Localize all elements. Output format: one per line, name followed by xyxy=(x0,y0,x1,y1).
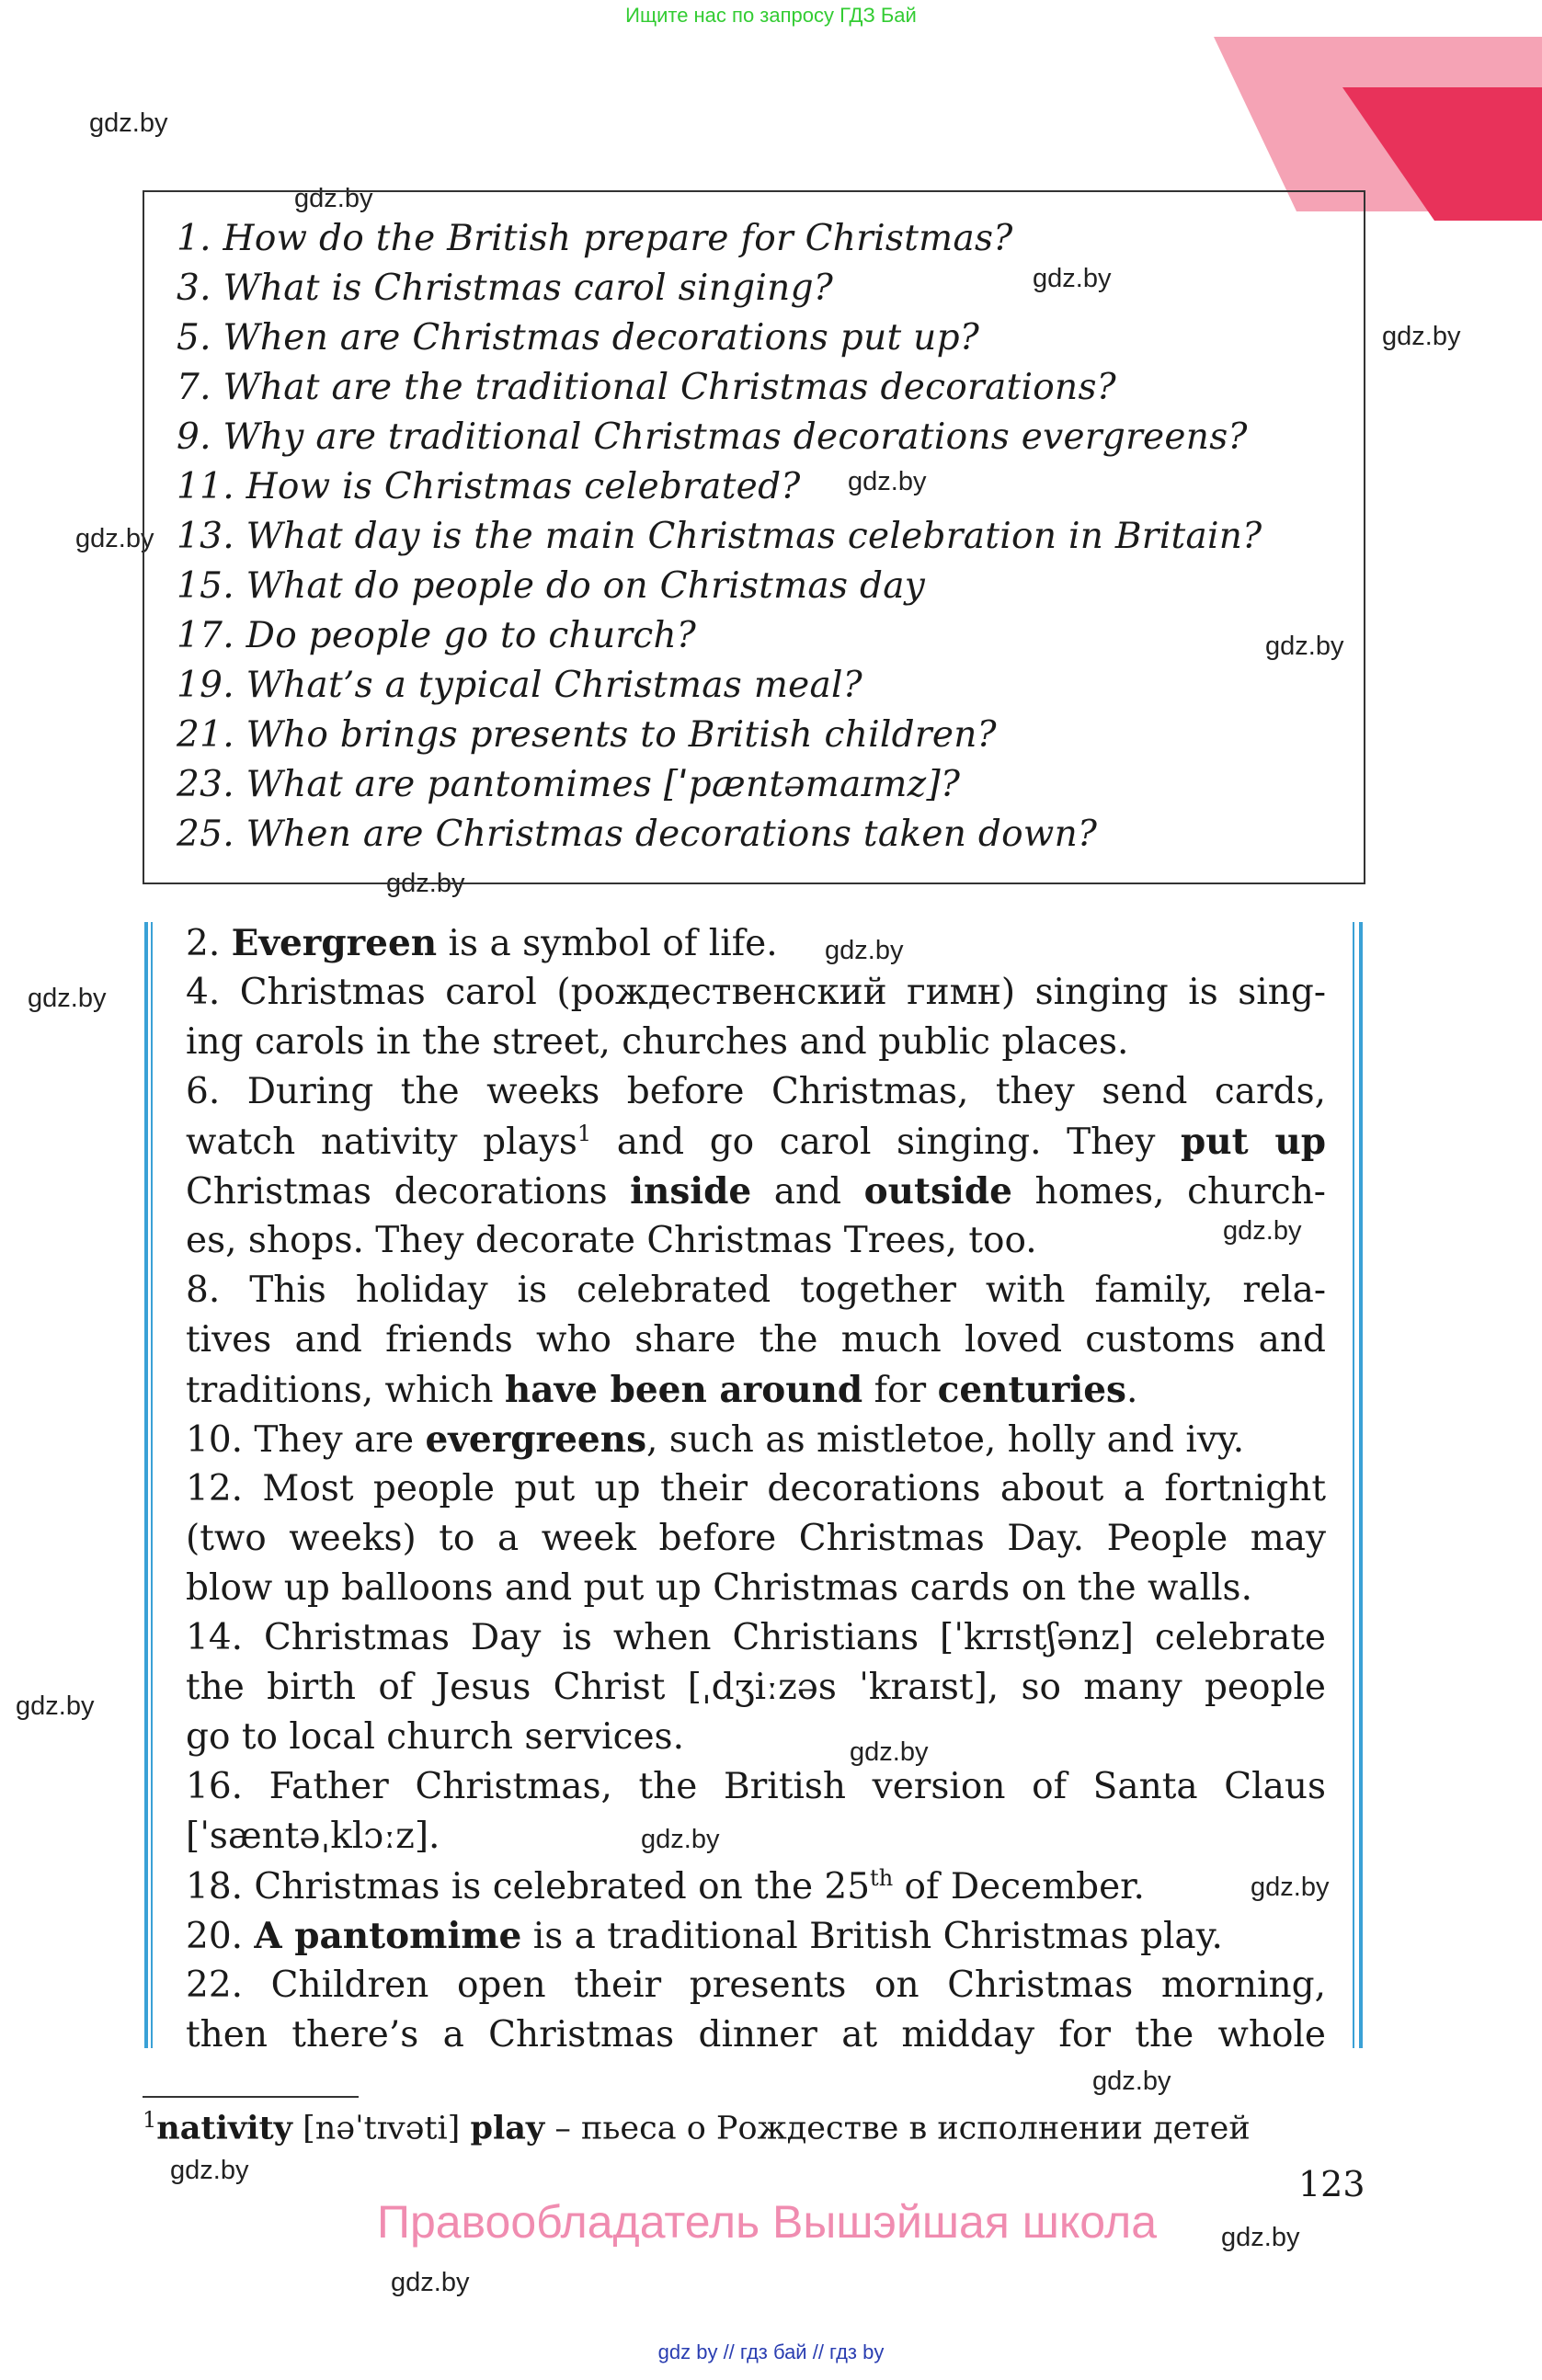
answer-12-cont: blow up balloons and put up Christmas cards on the walls. xyxy=(186,1567,1252,1609)
answer-18: 18. Christmas is celebrated on the 25th of December. xyxy=(186,1865,1145,1907)
footnote-ref: 1 xyxy=(577,1121,592,1146)
footnote-rule xyxy=(143,2096,359,2098)
watermark: gdz.by xyxy=(1382,322,1461,351)
watermark: gdz.by xyxy=(294,184,373,213)
answer-6-cont: Christmas decorations inside and outside homes, church- xyxy=(186,1170,1326,1213)
answer-4: 4. Christmas carol (рождественский гимн) singing is sing- xyxy=(186,972,1326,1013)
page-number: 123 xyxy=(1298,2164,1365,2204)
answer-4-cont: ing carols in the street, churches and public places. xyxy=(186,1021,1129,1063)
watermark: gdz.by xyxy=(1265,632,1344,661)
question: 5. When are Christmas decorations put up? xyxy=(177,317,980,359)
question: 11. How is Christmas celebrated? xyxy=(177,466,801,507)
top-banner[interactable]: Ищите нас по запросу ГДЗ Бай xyxy=(625,4,917,27)
watermark: gdz.by xyxy=(28,984,107,1013)
bottom-links[interactable]: gdz by // гдз бай // гдз by xyxy=(657,2340,885,2363)
question: 7. What are the traditional Christmas decorations? xyxy=(177,367,1116,408)
footnote: $^1$nativity [nəˈtɪvəti] play – пьеса о Рождестве в исполнении детей xyxy=(143,2107,1251,2147)
answer-12: 12. Most people put up their decorations about a fortnight xyxy=(186,1468,1326,1509)
watermark: gdz.by xyxy=(850,1737,929,1767)
answer-bar-left xyxy=(144,922,148,2048)
answer-14-cont: the birth of Jesus Christ [ˌdʒiːzəs ˈkraɪst], so many people xyxy=(186,1667,1326,1708)
watermark: gdz.by xyxy=(848,467,927,496)
question: 25. When are Christmas decorations taken down? xyxy=(177,814,1098,855)
copyright-owner: Правообладатель Вышэйшая школа xyxy=(377,2196,1157,2248)
answer-14: 14. Christmas Day is when Christians [ˈkrɪstʃənz] celebrate xyxy=(186,1617,1326,1658)
answer-16: 16. Father Christmas, the British version of Santa Claus xyxy=(186,1766,1326,1807)
answer-20: 20. A pantomime is a traditional British Christmas play. xyxy=(186,1915,1223,1957)
answer-bar-left-inner xyxy=(151,922,153,2048)
watermark: gdz.by xyxy=(1221,2223,1300,2252)
question: 15. What do people do on Christmas day xyxy=(177,565,926,607)
answer-6-cont: watch nativity plays$^1$ and go carol singing. They put up xyxy=(186,1121,1326,1163)
watermark: gdz.by xyxy=(1033,264,1112,293)
answer-8: 8. This holiday is celebrated together with family, rela- xyxy=(186,1270,1326,1311)
answer-bar-right xyxy=(1359,922,1363,2048)
watermark: gdz.by xyxy=(16,1691,95,1721)
question: 21. Who brings presents to British children? xyxy=(177,714,997,756)
watermark: gdz.by xyxy=(391,2268,470,2297)
watermark: gdz.by xyxy=(1223,1216,1302,1246)
question: 13. What day is the main Christmas celebration in Britain? xyxy=(177,516,1262,557)
answer-bar-right-inner xyxy=(1353,922,1354,2048)
questions-box xyxy=(143,190,1365,884)
watermark: gdz.by xyxy=(386,869,465,898)
watermark: gdz.by xyxy=(1251,1873,1330,1902)
watermark: gdz.by xyxy=(75,524,154,553)
answer-22: 22. Children open their presents on Christmas morning, xyxy=(186,1964,1326,2006)
question: 9. Why are traditional Christmas decorations evergreens? xyxy=(177,416,1248,458)
watermark: gdz.by xyxy=(170,2156,249,2185)
answer-16-cont: [ˈsæntəˌklɔːz]. xyxy=(186,1816,440,1857)
question: 19. What’s a typical Christmas meal? xyxy=(177,665,863,706)
question: 1. How do the British prepare for Christmas? xyxy=(177,218,1013,259)
answer-10: 10. They are evergreens, such as mistletoe, holly and ivy. xyxy=(186,1418,1245,1461)
answer-6: 6. During the weeks before Christmas, they send cards, xyxy=(186,1071,1326,1112)
question: 23. What are pantomimes [ˈpæntəmaɪmz]? xyxy=(177,764,961,805)
question: 17. Do people go to church? xyxy=(177,615,697,656)
answer-22-cont: then there’s a Christmas dinner at midday for the whole xyxy=(186,2014,1326,2055)
watermark: gdz.by xyxy=(1092,2067,1171,2096)
answer-8-cont: traditions, which have been around for centuries. xyxy=(186,1369,1138,1411)
watermark: gdz.by xyxy=(825,936,904,965)
answer-2: 2. Evergreen is a symbol of life. xyxy=(186,922,778,964)
answer-14-cont: go to local church services. xyxy=(186,1716,684,1758)
watermark: gdz.by xyxy=(641,1825,720,1854)
answers-block xyxy=(144,922,1367,2055)
answer-6-cont: es, shops. They decorate Christmas Trees, too. xyxy=(186,1220,1037,1261)
answer-12-cont: (two weeks) to a week before Christmas Day. People may xyxy=(186,1518,1326,1559)
answer-8-cont: tives and friends who share the much loved customs and xyxy=(186,1319,1326,1361)
question: 3. What is Christmas carol singing? xyxy=(177,268,834,309)
watermark: gdz.by xyxy=(89,108,168,138)
